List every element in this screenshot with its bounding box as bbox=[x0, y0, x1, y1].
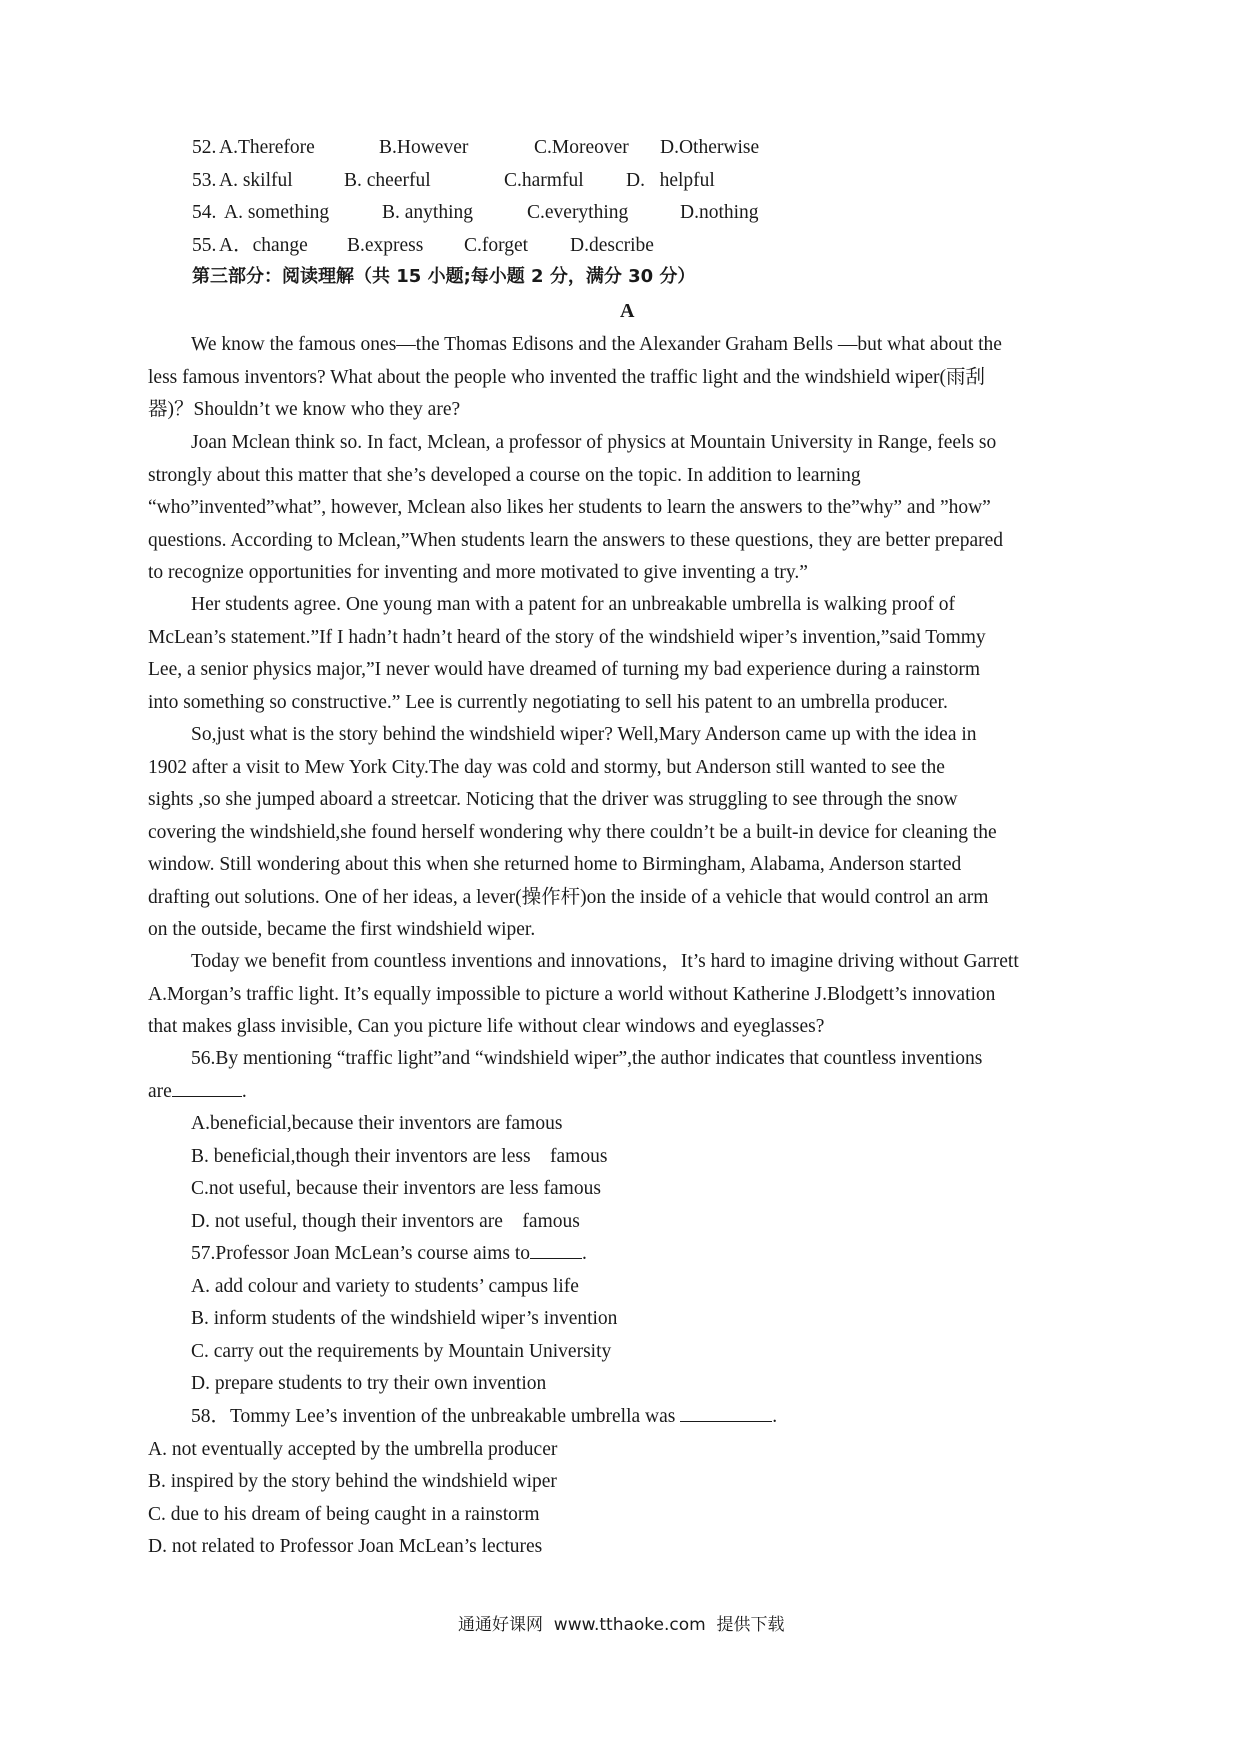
paragraph-line: to recognize opportunities for inventing and more motivated to give inventing a try.” bbox=[148, 562, 808, 583]
option-c: C. due to his dream of being caught in a rainstorm bbox=[148, 1503, 540, 1525]
option-c: C. carry out the requirements by Mountain University bbox=[191, 1340, 612, 1362]
option-a: A. not eventually accepted by the umbrella producer bbox=[148, 1438, 558, 1460]
question-58 bbox=[148, 1401, 1108, 1564]
option-c: C.Moreover bbox=[534, 137, 629, 158]
option-c: C.everything bbox=[527, 202, 629, 223]
option-a: A．change bbox=[219, 235, 308, 256]
page-footer: 通通好课网 www.tthaoke.com 提供下载 bbox=[458, 1615, 785, 1635]
option-b: B. anything bbox=[382, 202, 473, 223]
question-stem-end: . bbox=[582, 1243, 587, 1264]
question-stem: 57.Professor Joan McLean’s course aims to bbox=[191, 1243, 531, 1264]
option-a: A.beneficial,because their inventors are famous bbox=[191, 1113, 563, 1134]
option-d: D.Otherwise bbox=[660, 137, 760, 158]
paragraph-line: 1902 after a visit to Mew York City.The day was cold and stormy, but Anderson still wanted to see the bbox=[148, 756, 945, 778]
paragraph-1 bbox=[148, 329, 1108, 427]
question-stem-end: . bbox=[241, 1080, 247, 1102]
paragraph-2 bbox=[148, 427, 1108, 590]
option-d: D. helpful bbox=[626, 170, 715, 191]
cloze-option-row-54 bbox=[192, 203, 1092, 225]
paragraph-line: So,just what is the story behind the windshield wiper? Well,Mary Anderson came up with the idea in bbox=[191, 724, 977, 745]
paragraph-3 bbox=[148, 589, 1108, 719]
paragraph-line: drafting out solutions. One of her ideas, a lever(操作杆)on the inside of a vehicle that would control an arm bbox=[148, 886, 989, 908]
option-b: B.However bbox=[379, 137, 469, 158]
question-number: 54. bbox=[192, 202, 217, 223]
paragraph-line: that makes glass invisible, Can you picture life without clear windows and eyeglasses? bbox=[148, 1016, 825, 1037]
passage-label: A bbox=[620, 300, 635, 322]
question-stem: 56.By mentioning “traffic light”and “windshield wiper”,the author indicates that countless inventions bbox=[191, 1048, 983, 1069]
paragraph-line: covering the windshield,she found herself wondering why there couldn’t be a built-in device for cleaning the bbox=[148, 821, 997, 843]
paragraph-line: 器)？Shouldn’t we know who they are? bbox=[148, 399, 461, 420]
paragraph-line: sights ,so she jumped aboard a streetcar. Noticing that the driver was struggling to see through the snow bbox=[148, 789, 958, 810]
paragraph-line: We know the famous ones—the Thomas Edisons and the Alexander Graham Bells —but what about the bbox=[191, 334, 1002, 355]
option-d: D.nothing bbox=[680, 202, 759, 223]
paragraph-line: strongly about this matter that she’s developed a course on the topic. In addition to learning bbox=[148, 464, 861, 486]
paragraph-4 bbox=[148, 719, 1108, 947]
paragraph-line: Her students agree. One young man with a patent for an unbreakable umbrella is walking proof of bbox=[191, 594, 956, 615]
paragraph-line: questions. According to Mclean,”When students learn the answers to these questions, they are better prepared bbox=[148, 529, 1004, 551]
question-56 bbox=[148, 1043, 1108, 1238]
paragraph-line: into something so constructive.” Lee is currently negotiating to sell his patent to an umbrella producer. bbox=[148, 691, 948, 713]
option-b: B. cheerful bbox=[344, 170, 431, 191]
question-number: 53. bbox=[192, 170, 217, 191]
paragraph-line: less famous inventors? What about the people who invented the traffic light and the windshield wiper(雨刮 bbox=[148, 366, 986, 388]
question-stem: 58．Tommy Lee’s invention of the unbreakable umbrella was bbox=[191, 1406, 681, 1427]
option-a: A. add colour and variety to students’ campus life bbox=[191, 1275, 579, 1297]
question-stem-line bbox=[148, 1238, 1108, 1271]
answer-blank[interactable] bbox=[680, 1405, 772, 1422]
section-heading: 第三部分：阅读理解（共 15 小题;每小题 2 分，满分 30 分） bbox=[192, 266, 696, 287]
paragraph-line: Today we benefit from countless inventions and innovations，It’s hard to imagine driving without Garrett bbox=[191, 951, 1019, 972]
question-number: 52. bbox=[192, 137, 217, 158]
paragraph-line: McLean’s statement.”If I hadn’t hadn’t heard of the story of the windshield wiper’s invention,”said Tommy bbox=[148, 626, 986, 648]
question-57 bbox=[148, 1238, 1108, 1401]
option-c: C.forget bbox=[464, 235, 529, 256]
question-stem-end: . bbox=[772, 1406, 778, 1427]
cloze-option-row-55 bbox=[192, 236, 1092, 258]
answer-blank[interactable] bbox=[530, 1242, 582, 1259]
option-d: D.describe bbox=[570, 235, 654, 256]
question-stem-continued bbox=[148, 1076, 1108, 1109]
paragraph-line: on the outside, became the first windshield wiper. bbox=[148, 919, 536, 940]
paragraph-line: Lee, a senior physics major,”I never would have dreamed of turning my bad experience during a rainstorm bbox=[148, 659, 981, 680]
paragraph-5 bbox=[148, 946, 1108, 1044]
option-a: A.Therefore bbox=[219, 137, 315, 158]
option-c: C.harmful bbox=[504, 170, 584, 191]
cloze-option-row-53 bbox=[192, 171, 1092, 193]
question-stem-line bbox=[148, 1401, 1108, 1434]
option-b: B. inform students of the windshield wiper’s invention bbox=[191, 1308, 618, 1329]
option-d: D. not useful, though their inventors are famous bbox=[191, 1210, 580, 1232]
option-b: B.express bbox=[347, 235, 424, 256]
option-b: B. beneficial,though their inventors are less famous bbox=[191, 1145, 608, 1167]
paragraph-line: window. Still wondering about this when she returned home to Birmingham, Alabama, Anderson started bbox=[148, 854, 962, 875]
option-b: B. inspired by the story behind the windshield wiper bbox=[148, 1471, 557, 1492]
question-stem-text: are bbox=[148, 1080, 172, 1102]
paragraph-line: A.Morgan’s traffic light. It’s equally impossible to picture a world without Katherine J.Blodgett’s innovation bbox=[148, 983, 996, 1005]
cloze-option-row-52 bbox=[192, 138, 1092, 160]
paragraph-line: Joan Mclean think so. In fact, Mclean, a professor of physics at Mountain University in Range, feels so bbox=[191, 432, 997, 453]
option-a: A. skilful bbox=[219, 170, 293, 191]
question-number: 55. bbox=[192, 235, 217, 256]
paragraph-line: “who”invented”what”, however, Mclean also likes her students to learn the answers to the”why” and ”how” bbox=[148, 497, 991, 518]
option-d: D. prepare students to try their own invention bbox=[191, 1373, 547, 1394]
option-c: C.not useful, because their inventors are less famous bbox=[191, 1178, 601, 1199]
answer-blank[interactable] bbox=[172, 1080, 242, 1097]
option-d: D. not related to Professor Joan McLean’s lectures bbox=[148, 1536, 543, 1557]
option-a: A. something bbox=[224, 202, 330, 223]
